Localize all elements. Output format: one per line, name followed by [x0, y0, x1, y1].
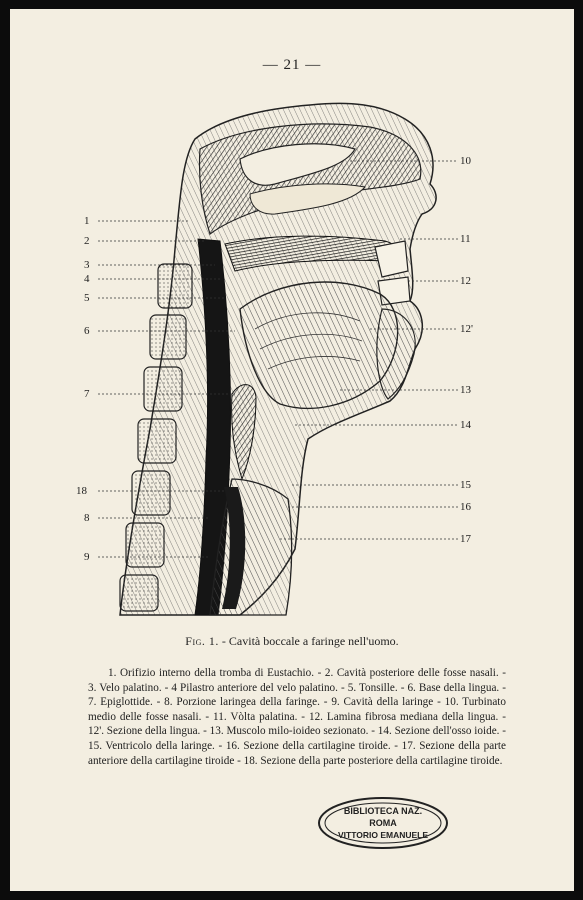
figure-label: 17 [460, 533, 471, 545]
mouth-pharynx-illustration [10, 9, 574, 649]
caption-figure-number: Fig. 1. [185, 634, 219, 648]
figure-label: 16 [460, 501, 471, 513]
figure-label: 15 [460, 479, 471, 491]
figure-label: 9 [84, 551, 90, 563]
stamp-line-1: BIBLIOTECA NAZ. [343, 806, 423, 816]
book-page [10, 9, 574, 891]
figure-label: 6 [84, 325, 90, 337]
figure-label: 8 [84, 512, 90, 524]
figure-label: 4 [84, 273, 90, 285]
page-number: — 21 — [262, 57, 322, 73]
figure-caption [10, 634, 574, 649]
library-stamp [316, 795, 450, 851]
figure-label: 1 [84, 215, 90, 227]
figure-label: 10 [460, 155, 471, 167]
figure-label: 3 [84, 259, 90, 271]
stamp-line-3: VITTORIO EMANUELE [337, 830, 429, 840]
anatomical-figure [10, 9, 574, 649]
figure-label: 2 [84, 235, 90, 247]
caption-text: - Cavità boccale a faringe nell'uomo. [218, 634, 399, 648]
legend-text: 1. Orifizio interno della tromba di Eustachio. - 2. Cavità posteriore delle fosse nasali. - 3. Velo palatino. - 4 Pilastro anteriore del velo palatino. - 5. Tonsille. - 6. Base della lingua. - 7. Epiglottide. - 8. Porzione laringea della faringe. - 9. Cavità della laringe - 10. Turbinato medio delle fosse nasali. - 11. Vòlta palatina. - 12. Lamina fibrosa mediana della lingua. - 12'. Sezione della lingua. - 13. Muscolo milo-ioideo sezionato. - 14. Sezione dell'osso ioide. - 15. Ventricolo della laringe. - 16. Sezione della cartilagine tiroide. - 17. Sezione della parte anteriore della cartilagine tiroide - 18. Sezione della parte posteriore della cartilagine tiroide. [88, 667, 506, 767]
figure-label: 11 [460, 233, 471, 245]
figure-label: 7 [84, 388, 90, 400]
figure-label: 12 [460, 275, 471, 287]
figure-label: 14 [460, 419, 471, 431]
figure-label: 13 [460, 384, 471, 396]
figure-label: 18 [76, 485, 87, 497]
figure-legend [88, 666, 506, 768]
figure-label: 5 [84, 292, 90, 304]
figure-label: 12' [460, 323, 473, 335]
stamp-line-2: ROMA [369, 818, 397, 828]
